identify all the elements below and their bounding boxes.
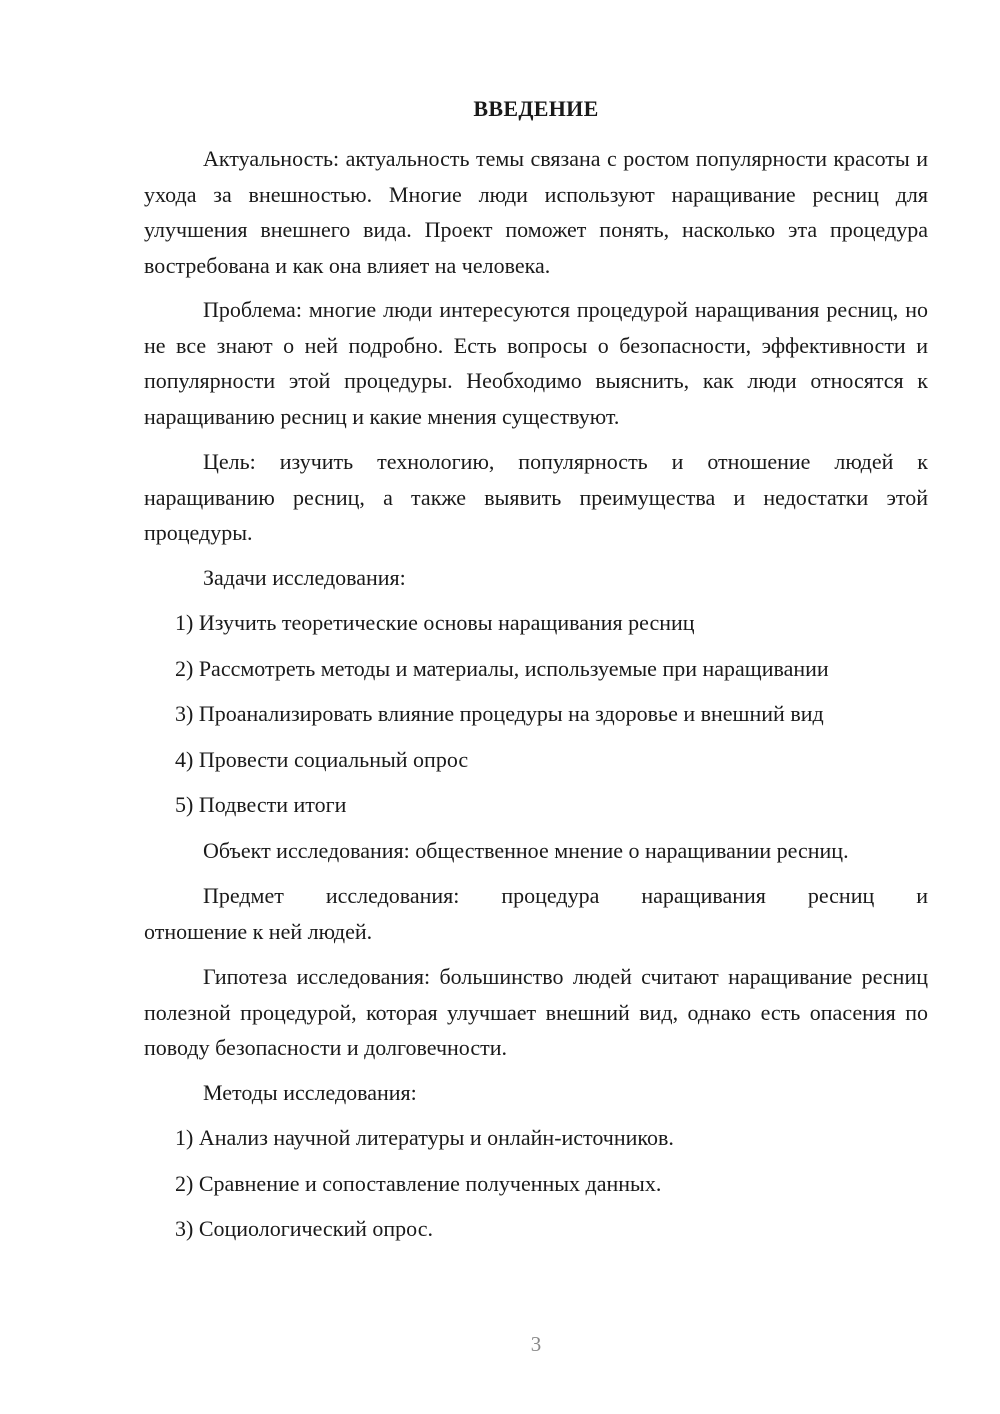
hypothesis-paragraph: Гипотеза исследования: большинство людей считают наращивание ресниц полезной процедурой, которая улучшает внешний вид, однако есть опасения по поводу безопасности и долговечности. <box>144 964 928 1060</box>
page-title: ВВЕДЕНИЕ <box>473 96 599 121</box>
subject-line-2: отношение к ней людей. <box>144 919 373 944</box>
tasks-title: Задачи исследования: <box>203 565 406 590</box>
task-item-4: 4) Провести социальный опрос <box>175 747 469 772</box>
task-item-2: 2) Рассмотреть методы и материалы, используемые при наращивании <box>175 656 829 681</box>
goal-paragraph: Цель: изучить технологию, популярность и отношение людей к наращиванию ресниц, а также выявить преимущества и недостатки этой процедуры. <box>144 449 928 545</box>
methods-title: Методы исследования: <box>203 1080 417 1105</box>
subject-line-1: Предмет исследования: процедура наращивания ресниц и <box>203 883 928 908</box>
problem-paragraph: Проблема: многие люди интересуются процедурой наращивания ресниц, но не все знают о ней подробно. Есть вопросы о безопасности, эффективности и популярности этой процедуры. Необходимо выяснить, как люди относятся к наращиванию ресниц и какие мнения существуют. <box>144 297 928 429</box>
page-number: 3 <box>530 1332 542 1356</box>
method-item-3: 3) Социологический опрос. <box>175 1216 433 1241</box>
relevance-paragraph: Актуальность: актуальность темы связана с ростом популярности красоты и ухода за внешностью. Многие люди используют наращивание ресниц для улучшения внешнего вида. Проект поможет понять, насколько эта процедура востребована и как она влияет на человека. <box>144 146 928 278</box>
task-item-1: 1) Изучить теоретические основы наращивания ресниц <box>175 610 695 635</box>
method-item-2: 2) Сравнение и сопоставление полученных данных. <box>175 1171 662 1196</box>
task-item-5: 5) Подвести итоги <box>175 792 347 817</box>
task-item-3: 3) Проанализировать влияние процедуры на здоровье и внешний вид <box>175 701 824 726</box>
method-item-1: 1) Анализ научной литературы и онлайн-источников. <box>175 1125 674 1150</box>
object-paragraph: Объект исследования: общественное мнение о наращивании ресниц. <box>203 838 849 863</box>
